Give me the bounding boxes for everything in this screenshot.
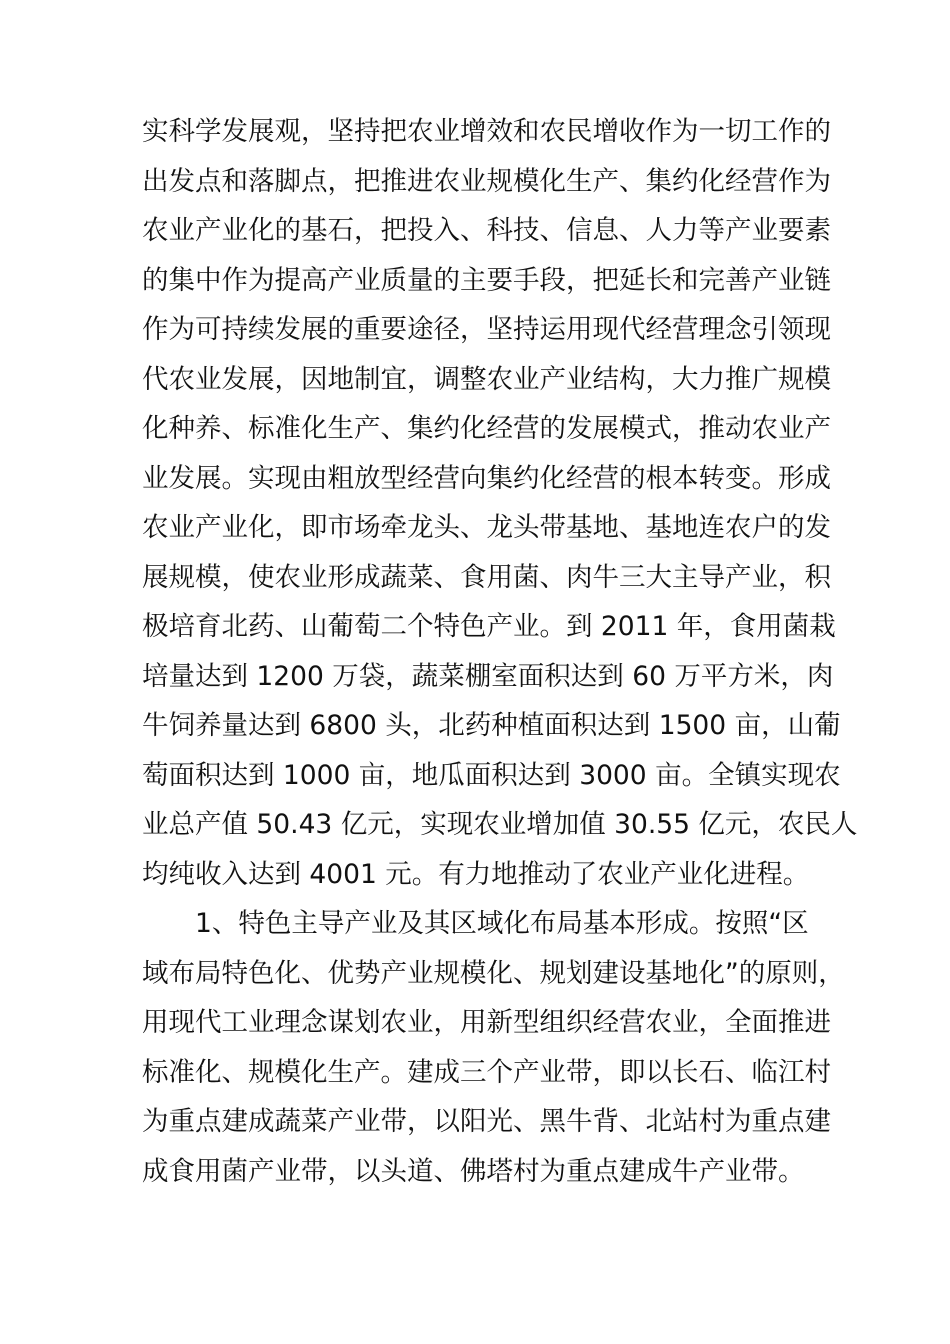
text-line: 极培育北药、山葡萄二个特色产业。到 2011 年，食用菌栽 (142, 611, 836, 642)
text-line: 农业产业化的基石，把投入、科技、信息、人力等产业要素 (142, 215, 831, 246)
text-line: 1、特色主导产业及其区域化布局基本形成。按照“区 (142, 908, 809, 939)
text-line: 均纯收入达到 4001 元。有力地推动了农业产业化进程。 (142, 858, 810, 890)
text-line: 化种养、标准化生产、集约化经营的发展模式，推动农业产 (142, 413, 831, 444)
text-line: 农业产业化，即市场牵龙头、龙头带基地、基地连农户的发 (142, 512, 831, 543)
text-line: 萄面积达到 1000 亩，地瓜面积达到 3000 亩。全镇实现农 (142, 759, 841, 791)
text-line: 培量达到 1200 万袋，蔬菜棚室面积达到 60 万平方米，肉 (142, 660, 834, 692)
text-line: 标准化、规模化生产。建成三个产业带，即以长石、临江村 (142, 1056, 831, 1088)
text-line: 域布局特色化、优势产业规模化、规划建设基地化”的原则， (142, 957, 845, 989)
text-line: 作为可持续发展的重要途径，坚持运用现代经营理念引领现 (142, 314, 831, 345)
text-line: 用现代工业理念谋划农业，用新型组织经营农业，全面推进 (142, 1007, 831, 1038)
text-line: 的集中作为提高产业质量的主要手段，把延长和完善产业链 (142, 264, 831, 296)
text-line: 业发展。实现由粗放型经营向集约化经营的根本转变。形成 (142, 462, 831, 494)
text-line: 成食用菌产业带，以头道、佛塔村为重点建成牛产业带。 (142, 1155, 805, 1187)
text-line: 为重点建成蔬菜产业带，以阳光、黑牛背、北站村为重点建 (142, 1106, 831, 1137)
body-text (142, 107, 858, 1196)
text-line: 出发点和落脚点，把推进农业规模化生产、集约化经营作为 (142, 165, 831, 197)
text-line: 代农业发展，因地制宜，调整农业产业结构，大力推广规模 (142, 363, 831, 395)
text-line: 展规模，使农业形成蔬菜、食用菌、肉牛三大主导产业，积 (142, 561, 831, 593)
text-line: 业总产值 50.43 亿元，实现农业增加值 30.55 亿元，农民人 (142, 809, 858, 840)
text-line: 实科学发展观，坚持把农业增效和农民增收作为一切工作的 (142, 116, 831, 147)
text-line: 牛饲养量达到 6800 头，北药种植面积达到 1500 亩，山葡 (142, 710, 841, 741)
